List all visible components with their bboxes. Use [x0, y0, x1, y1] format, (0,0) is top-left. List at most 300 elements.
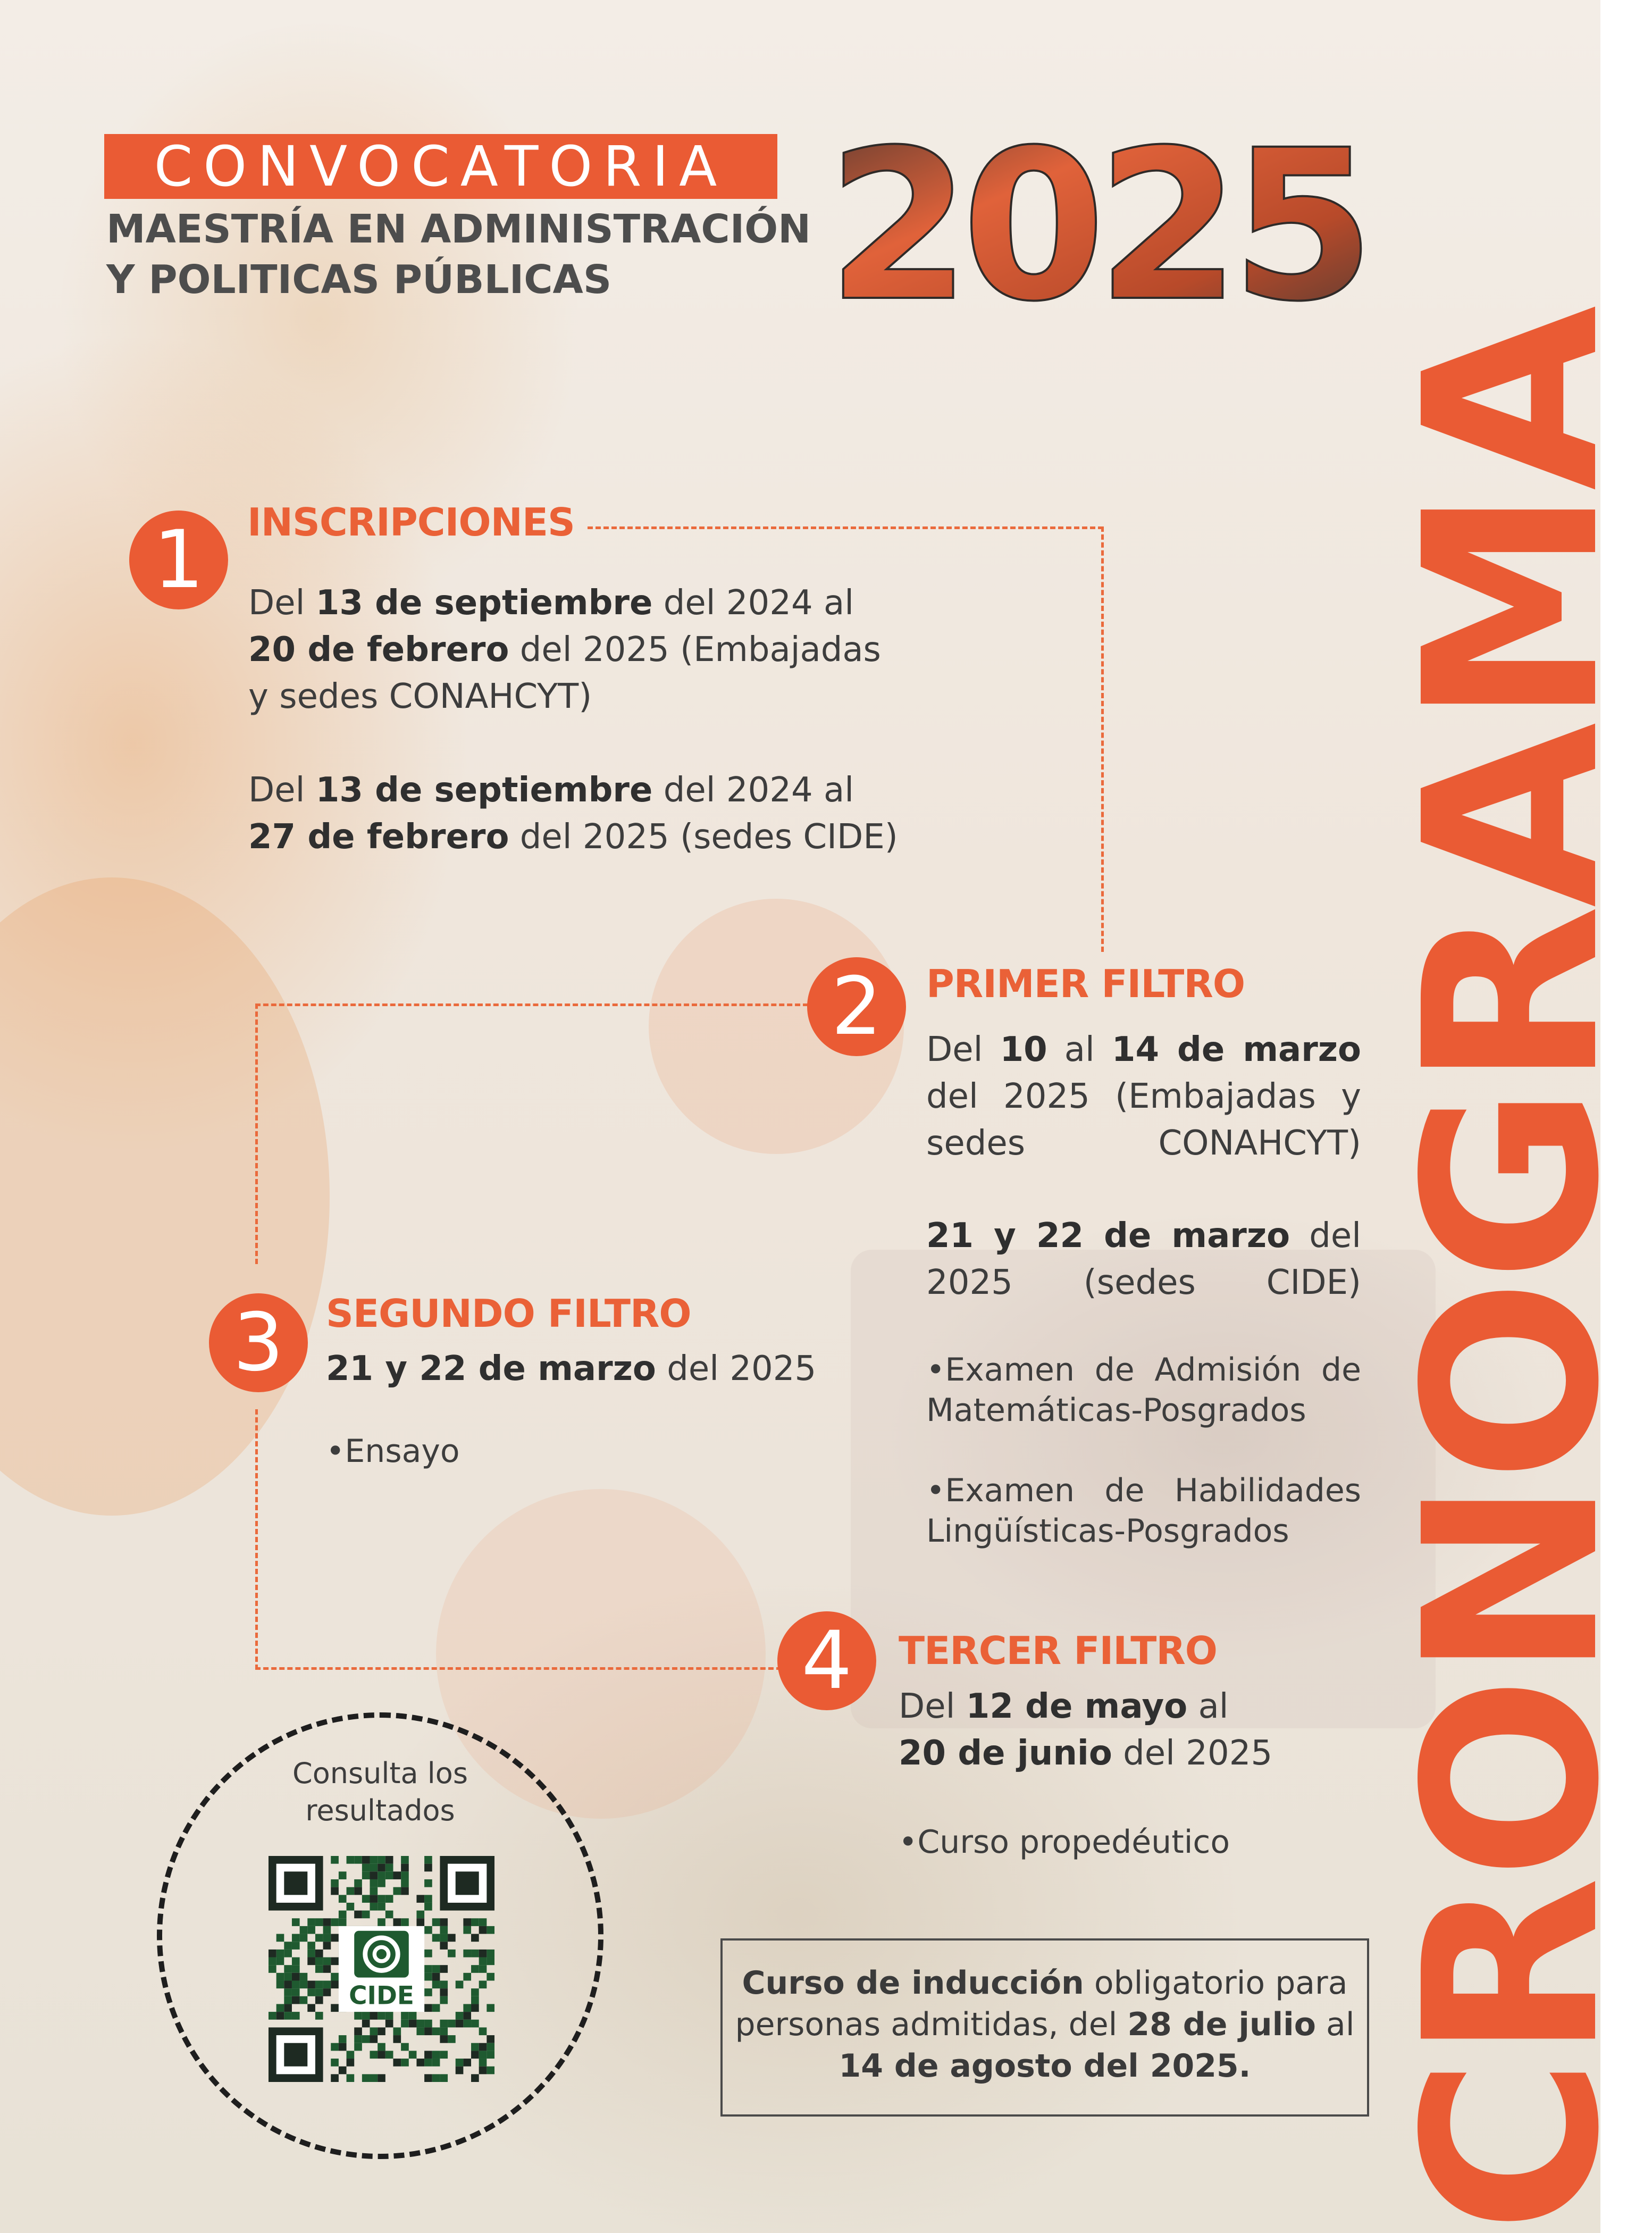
qr-module — [401, 1918, 409, 1926]
qr-module — [432, 1918, 440, 1926]
qr-module — [331, 2059, 339, 2067]
qr-module — [463, 1973, 471, 1981]
step-number: 3 — [233, 1297, 284, 1389]
qr-module — [448, 1934, 456, 1942]
qr-module — [440, 2035, 448, 2043]
qr-module — [331, 2074, 339, 2082]
text: del 2025 — [1112, 1734, 1273, 1773]
qr-module — [276, 1950, 284, 1958]
text-line — [248, 580, 913, 626]
qr-module — [354, 2035, 362, 2043]
qr-module — [331, 1973, 339, 1981]
qr-module — [347, 2074, 355, 2082]
results-caption — [266, 1755, 494, 1829]
qr-module — [347, 1856, 355, 1864]
qr-module — [456, 2012, 464, 2020]
qr-module — [370, 1864, 378, 1872]
qr-module — [331, 1879, 339, 1887]
qr-module — [471, 2043, 479, 2051]
qr-module — [315, 1958, 323, 1966]
qr-module — [331, 2004, 339, 2012]
text-line — [326, 1345, 858, 1392]
text: •Curso propedéutico — [899, 1824, 1230, 1861]
qr-module — [284, 1942, 292, 1950]
qr-module — [385, 2051, 393, 2059]
qr-module — [479, 1918, 487, 1926]
qr-module — [440, 1965, 448, 1973]
qr-module — [401, 1864, 409, 1872]
qr-module — [463, 2004, 471, 2012]
qr-module — [424, 1973, 432, 1981]
qr-module — [339, 1895, 347, 1903]
connector-line — [588, 526, 1103, 529]
text: •Examen de Admisión de — [926, 1351, 1361, 1389]
qr-module — [448, 1950, 456, 1958]
text-line — [248, 814, 913, 860]
qr-module — [385, 1895, 393, 1903]
qr-module — [378, 1879, 385, 1887]
qr-module — [323, 1958, 331, 1966]
text: Del — [248, 583, 316, 623]
text: del 2025 (Embajadas y — [926, 1077, 1361, 1116]
bold-text: 21 y 22 de marzo — [326, 1349, 656, 1389]
qr-module — [416, 1918, 424, 1926]
qr-module — [416, 2059, 424, 2067]
qr-module — [401, 1856, 409, 1864]
qr-module — [479, 2051, 487, 2059]
qr-module — [401, 2059, 409, 2067]
qr-module — [471, 2074, 479, 2082]
text-line — [926, 1212, 1361, 1259]
text: del 2025 — [656, 1349, 817, 1389]
step-body — [926, 1470, 1361, 1551]
step-number: 2 — [831, 960, 882, 1053]
qr-module — [424, 1988, 432, 1996]
qr-module — [284, 1988, 292, 1996]
qr-module — [339, 2067, 347, 2075]
qr-module — [424, 2074, 432, 2082]
qr-module — [487, 1973, 494, 1981]
results-qr-code[interactable] — [269, 1856, 494, 2082]
qr-module — [300, 1926, 308, 1934]
step-number-badge — [777, 1611, 876, 1710]
qr-module — [456, 2059, 464, 2067]
qr-module — [378, 2051, 385, 2059]
qr-module — [440, 2027, 448, 2035]
qr-module — [479, 1958, 487, 1966]
qr-module — [378, 2074, 385, 2082]
qr-module — [487, 2067, 494, 2075]
qr-module — [339, 2035, 347, 2043]
induction-text — [728, 1962, 1361, 2087]
text-line — [926, 1470, 1361, 1511]
step-number-badge — [209, 1293, 308, 1392]
text-line — [899, 1683, 1377, 1730]
step-body — [899, 1683, 1377, 1777]
text: Del — [248, 771, 316, 810]
qr-module — [284, 1980, 292, 1988]
qr-module — [315, 1950, 323, 1958]
qr-module — [471, 2020, 479, 2028]
step-body — [248, 580, 913, 720]
text-line — [899, 1819, 1377, 1866]
qr-module — [339, 2043, 347, 2051]
qr-module — [471, 1918, 479, 1926]
qr-module — [463, 1918, 471, 1926]
qr-module — [284, 1973, 292, 1981]
text: al — [1315, 2006, 1355, 2043]
text: del 2025 (sedes CIDE) — [509, 817, 898, 857]
qr-module — [487, 1950, 494, 1958]
qr-module — [300, 1973, 308, 1981]
qr-module — [292, 1958, 300, 1966]
qr-module — [292, 2012, 300, 2020]
connector-line — [255, 1003, 258, 1264]
step-body — [926, 1350, 1361, 1431]
qr-module — [424, 1950, 432, 1958]
qr-module — [331, 1887, 339, 1895]
bold-text: 13 de septiembre — [315, 771, 653, 810]
qr-module — [409, 2020, 417, 2028]
qr-module — [378, 1856, 385, 1864]
qr-module — [307, 1942, 315, 1950]
qr-module — [432, 1973, 440, 1981]
step-title: SEGUNDO FILTRO — [326, 1291, 691, 1336]
qr-module — [440, 1988, 448, 1996]
qr-module — [424, 1864, 432, 1872]
qr-module — [432, 1934, 440, 1942]
qr-module — [393, 2035, 401, 2043]
qr-module — [471, 2051, 479, 2059]
qr-module — [362, 1895, 370, 1903]
qr-module — [479, 2059, 487, 2067]
qr-module — [432, 2074, 440, 2082]
qr-module — [401, 1871, 409, 1879]
qr-module — [385, 1856, 393, 1864]
qr-module — [276, 2004, 284, 2012]
qr-module — [323, 1988, 331, 1996]
qr-module — [385, 2020, 393, 2028]
qr-logo-text: CIDE — [349, 1981, 414, 2011]
qr-module — [269, 1950, 276, 1958]
text-line — [326, 1428, 698, 1475]
step-body — [326, 1428, 698, 1475]
qr-module — [463, 2059, 471, 2067]
qr-module — [378, 1871, 385, 1879]
qr-module — [440, 1934, 448, 1942]
year-graphic — [821, 105, 1369, 347]
bold-text: 12 de mayo — [966, 1687, 1188, 1726]
qr-module — [354, 1887, 362, 1895]
text: sedes CONAHCYT) — [926, 1124, 1361, 1163]
qr-module — [331, 1918, 339, 1926]
step-number: 1 — [153, 514, 204, 606]
qr-module — [378, 1918, 385, 1926]
qr-module — [463, 2020, 471, 2028]
qr-module — [339, 1918, 347, 1926]
step-title: PRIMER FILTRO — [926, 961, 1245, 1006]
qr-module — [463, 1950, 471, 1958]
qr-module — [409, 2012, 417, 2020]
qr-module — [479, 2043, 487, 2051]
qr-module — [354, 1879, 362, 1887]
background-tree-shape — [0, 877, 330, 1516]
text: del 2024 al — [652, 771, 854, 810]
text-line — [926, 1511, 1361, 1551]
connector-line — [255, 1409, 258, 1670]
qr-module — [354, 1856, 362, 1864]
qr-module — [284, 2012, 292, 2020]
qr-module — [479, 1926, 487, 1934]
qr-module — [479, 2027, 487, 2035]
qr-module — [463, 2012, 471, 2020]
step-number-badge — [129, 511, 228, 609]
qr-module — [307, 1918, 315, 1926]
qr-module — [432, 1980, 440, 1988]
qr-module — [269, 2012, 276, 2020]
qr-module — [440, 2020, 448, 2028]
qr-module — [292, 1942, 300, 1950]
qr-module — [471, 1934, 479, 1942]
qr-module — [409, 2051, 417, 2059]
qr-module — [440, 1918, 448, 1926]
qr-module — [370, 1871, 378, 1879]
text-line — [926, 1350, 1361, 1390]
qr-module — [292, 1973, 300, 1981]
bold-text: 27 de febrero — [248, 817, 509, 857]
qr-module — [347, 1903, 355, 1911]
qr-module — [440, 2051, 448, 2059]
qr-module — [370, 1895, 378, 1903]
qr-module — [354, 2043, 362, 2051]
qr-module — [479, 2067, 487, 2075]
qr-module — [393, 1871, 401, 1879]
qr-module — [315, 1988, 323, 1996]
qr-module — [487, 2043, 494, 2051]
qr-module — [393, 1887, 401, 1895]
qr-module — [300, 1996, 308, 2004]
qr-module — [401, 2043, 409, 2051]
text-line — [926, 1073, 1361, 1120]
step-body — [326, 1345, 858, 1392]
qr-module — [276, 1958, 284, 1966]
qr-module — [456, 1980, 464, 1988]
qr-module — [307, 1988, 315, 1996]
qr-module — [471, 2004, 479, 2012]
text-line — [728, 2004, 1361, 2045]
qr-module — [292, 1988, 300, 1996]
qr-module — [378, 1903, 385, 1911]
qr-module — [416, 1911, 424, 1919]
step-body — [248, 767, 913, 860]
text: del 2024 al — [652, 583, 854, 623]
qr-module — [331, 2043, 339, 2051]
qr-module — [370, 1903, 378, 1911]
qr-module — [347, 2059, 355, 2067]
qr-module — [479, 1950, 487, 1958]
text-line — [926, 1390, 1361, 1431]
qr-module — [440, 1942, 448, 1950]
qr-module — [276, 1980, 284, 1988]
connector-line — [255, 1003, 808, 1006]
convocatoria-title: CONVOCATORIA — [154, 134, 728, 199]
text: Del — [926, 1030, 1000, 1069]
bold-text: 20 de junio — [899, 1734, 1112, 1773]
qr-module — [292, 1965, 300, 1973]
text: del 2025 (Embajadas — [509, 630, 881, 670]
qr-module — [385, 1911, 393, 1919]
qr-module — [432, 2027, 440, 2035]
qr-module — [385, 1864, 393, 1872]
qr-module — [339, 1871, 347, 1879]
qr-module — [424, 1895, 432, 1903]
qr-module — [323, 1942, 331, 1950]
text-line — [248, 626, 913, 673]
qr-module — [331, 1934, 339, 1942]
step-body — [899, 1819, 1377, 1866]
qr-module — [378, 2027, 385, 2035]
bold-text: 10 — [1000, 1030, 1047, 1069]
qr-module — [456, 2020, 464, 2028]
text-line — [926, 1259, 1361, 1306]
qr-module — [424, 1879, 432, 1887]
qr-module — [354, 2027, 362, 2035]
text: obligatorio para — [1084, 1964, 1348, 2002]
qr-module — [362, 1864, 370, 1872]
qr-module — [393, 2059, 401, 2067]
qr-module — [393, 2027, 401, 2035]
qr-module — [370, 1887, 378, 1895]
bold-text: 20 de febrero — [248, 630, 509, 670]
qr-module — [487, 1958, 494, 1966]
qr-module — [276, 2012, 284, 2020]
qr-module — [323, 1918, 331, 1926]
qr-module — [315, 1965, 323, 1973]
qr-module — [424, 1926, 432, 1934]
qr-module — [284, 1996, 292, 2004]
qr-module — [432, 2051, 440, 2059]
text: al — [1047, 1030, 1112, 1069]
qr-module — [416, 2020, 424, 2028]
qr-module — [300, 1980, 308, 1988]
text: y sedes CONAHCYT) — [248, 677, 592, 716]
qr-module — [487, 2004, 494, 2012]
qr-module — [487, 1926, 494, 1934]
qr-module — [487, 2051, 494, 2059]
step-body — [926, 1026, 1361, 1167]
cronograma-vertical-title: CRONOGRAMA — [1373, 308, 1652, 2233]
qr-module — [300, 1934, 308, 1942]
connector-line — [1101, 526, 1104, 952]
qr-module — [276, 1973, 284, 1981]
qr-module — [362, 2035, 370, 2043]
qr-module — [370, 1856, 378, 1864]
year-text: 2025 — [827, 105, 1366, 347]
bold-text: Curso de inducción — [742, 1964, 1084, 2002]
qr-module — [416, 2027, 424, 2035]
qr-module — [479, 1965, 487, 1973]
qr-module — [424, 2027, 432, 2035]
qr-module — [393, 1918, 401, 1926]
text-line — [926, 1120, 1361, 1167]
text: 2025 (sedes CIDE) — [926, 1263, 1361, 1302]
step-number-badge — [807, 957, 906, 1056]
qr-module — [331, 1980, 339, 1988]
qr-module — [424, 1903, 432, 1911]
qr-module — [370, 2051, 378, 2059]
qr-module — [471, 1996, 479, 2004]
text: •Examen de Habilidades — [926, 1472, 1361, 1509]
text: •Ensayo — [326, 1433, 460, 1470]
qr-module — [307, 1926, 315, 1934]
qr-module — [323, 1980, 331, 1988]
qr-module — [448, 2035, 456, 2043]
qr-module — [370, 2012, 378, 2020]
text-line — [926, 1026, 1361, 1073]
qr-module — [456, 1871, 479, 1895]
results-caption-line: resultados — [305, 1794, 455, 1827]
qr-module — [424, 2020, 432, 2028]
qr-module — [424, 2059, 432, 2067]
qr-module — [362, 1871, 370, 1879]
qr-module — [432, 1965, 440, 1973]
qr-module — [471, 1988, 479, 1996]
qr-module — [424, 2051, 432, 2059]
program-title-line-2: Y POLITICAS PÚBLICAS — [106, 257, 612, 303]
qr-module — [370, 2027, 378, 2035]
text: Lingüísticas-Posgrados — [926, 1512, 1289, 1550]
qr-module — [471, 1950, 479, 1958]
qr-module — [292, 1980, 300, 1988]
qr-module — [331, 1856, 339, 1864]
bold-text: 14 de agosto del 2025. — [838, 2047, 1251, 2085]
qr-module — [339, 1911, 347, 1919]
qr-module — [284, 1965, 292, 1973]
qr-module — [284, 2043, 307, 2067]
qr-module — [315, 1934, 323, 1942]
qr-module — [315, 1980, 323, 1988]
qr-module — [307, 1980, 315, 1988]
qr-module — [471, 1965, 479, 1973]
text: al — [1187, 1687, 1229, 1726]
qr-module — [284, 1950, 292, 1958]
qr-module — [315, 1918, 323, 1926]
qr-module — [440, 1980, 448, 1988]
qr-module — [479, 1980, 487, 1988]
qr-module — [370, 1879, 378, 1887]
qr-module — [331, 1958, 339, 1966]
qr-module — [401, 2020, 409, 2028]
qr-module — [401, 1887, 409, 1895]
qr-module — [416, 1895, 424, 1903]
qr-module — [370, 2074, 378, 2082]
qr-module — [401, 2012, 409, 2020]
qr-module — [432, 2059, 440, 2067]
text: Matemáticas-Posgrados — [926, 1392, 1306, 1429]
qr-module — [401, 1879, 409, 1887]
qr-module — [362, 2020, 370, 2028]
text-line — [728, 1962, 1361, 2004]
bold-text: 28 de julio — [1127, 2006, 1316, 2043]
qr-module — [362, 2074, 370, 2082]
step-body — [926, 1212, 1361, 1306]
qr-module — [347, 1887, 355, 1895]
step-title: INSCRIPCIONES — [247, 500, 575, 545]
qr-module — [323, 1965, 331, 1973]
qr-module — [362, 1911, 370, 1919]
qr-module — [269, 1965, 276, 1973]
text-line — [248, 767, 913, 814]
